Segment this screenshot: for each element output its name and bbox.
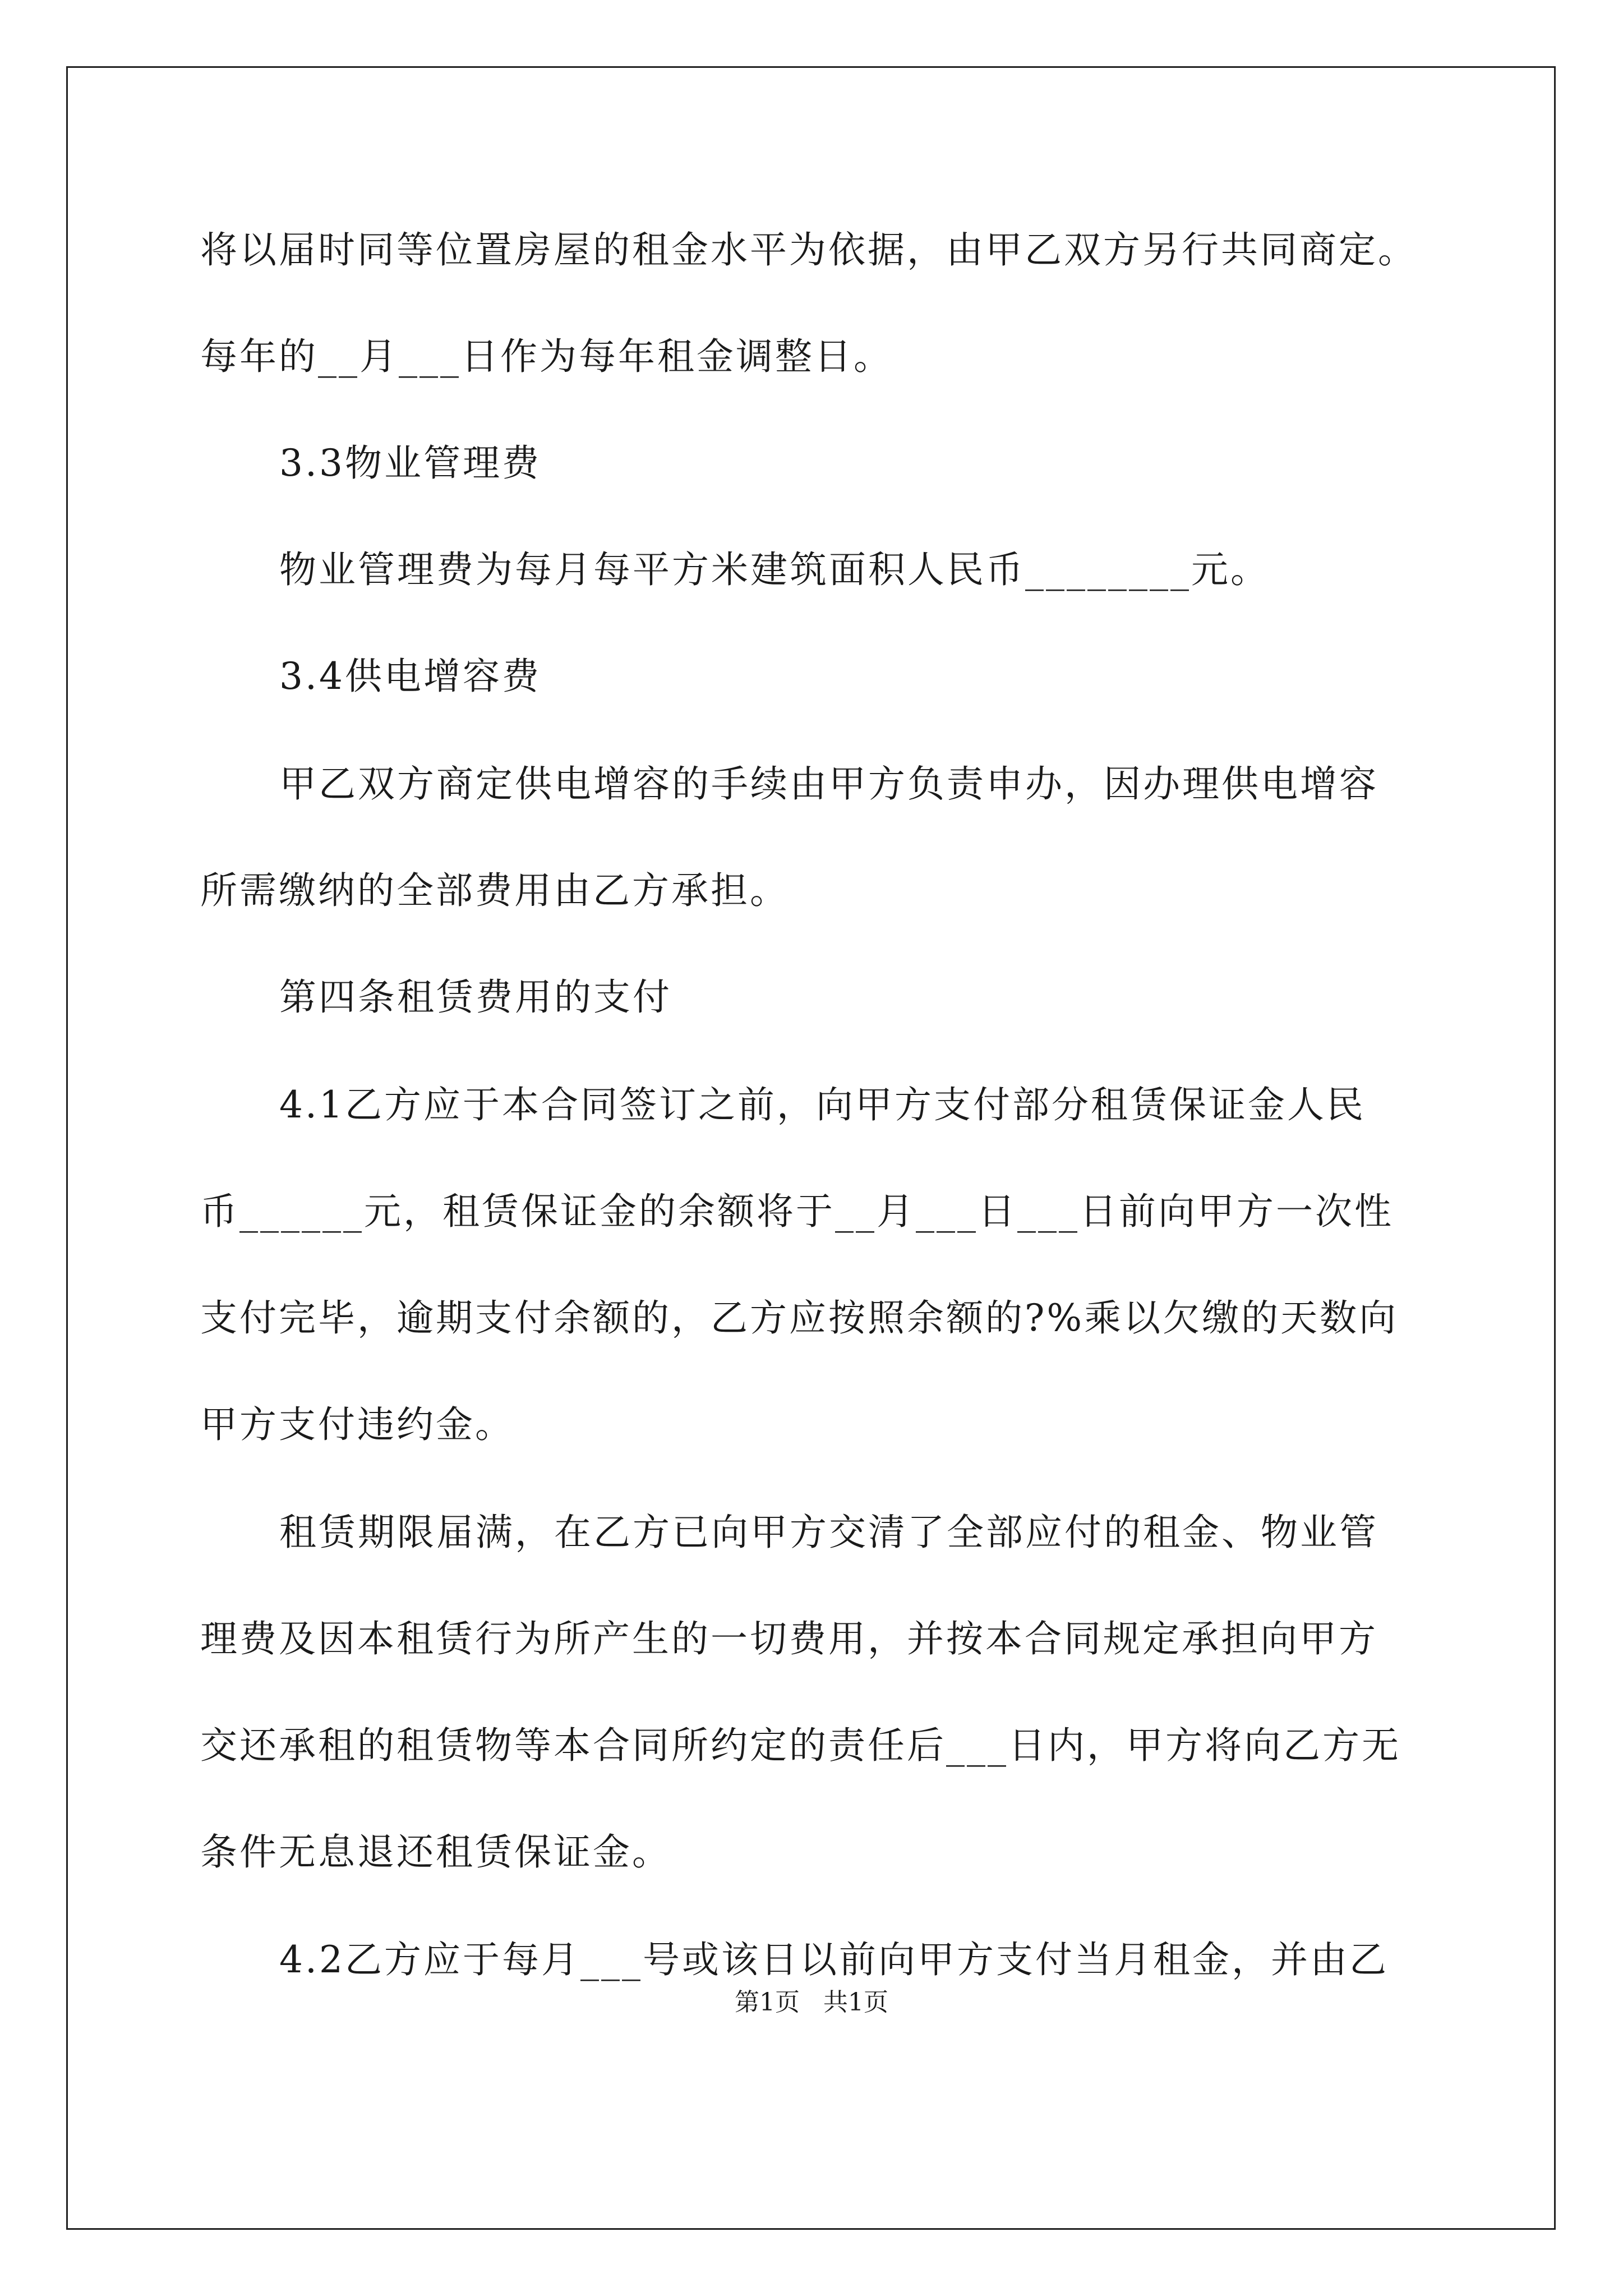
body-line-9: 4.1乙方应于本合同签订之前，向甲方支付部分租赁保证金人民 xyxy=(279,1083,1366,1126)
body-line-14: 理费及因本租赁行为所产生的一切费用，并按本合同规定承担向甲方 xyxy=(200,1617,1378,1660)
body-line-2: 每年的__月___日作为每年租金调整日。 xyxy=(200,335,893,378)
section-heading-3-3: 3.3物业管理费 xyxy=(279,441,541,485)
body-line-11: 支付完毕，逾期支付余额的，乙方应按照余额的?%乘以欠缴的天数向 xyxy=(200,1296,1399,1340)
article-heading-4: 第四条租赁费用的支付 xyxy=(279,976,672,1019)
page-border xyxy=(66,66,1556,2230)
body-line-10: 币______元，租赁保证金的余额将于__月___日___日前向甲方一次性 xyxy=(200,1190,1394,1233)
section-heading-3-4: 3.4供电增容费 xyxy=(279,655,541,698)
page-footer: 第1页 共1页 xyxy=(735,1988,888,2017)
body-line-15: 交还承租的租赁物等本合同所约定的责任后___日内，甲方将向乙方无 xyxy=(200,1724,1401,1767)
body-line-6: 甲乙双方商定供电增容的手续由甲方负责申办，因办理供电增容 xyxy=(279,762,1378,806)
body-line-13: 租赁期限届满，在乙方已向甲方交清了全部应付的租金、物业管 xyxy=(279,1511,1378,1554)
body-line-4: 物业管理费为每月每平方米建筑面积人民币________元。 xyxy=(279,548,1270,591)
body-line-7: 所需缴纳的全部费用由乙方承担。 xyxy=(200,869,789,912)
body-line-17: 4.2乙方应于每月___号或该日以前向甲方支付当月租金，并由乙 xyxy=(279,1938,1389,1981)
body-line-12: 甲方支付违约金。 xyxy=(200,1403,514,1446)
body-line-16: 条件无息退还租赁保证金。 xyxy=(200,1830,671,1874)
body-line-1: 将以届时同等位置房屋的租金水平为依据，由甲乙双方另行共同商定。 xyxy=(200,228,1417,272)
